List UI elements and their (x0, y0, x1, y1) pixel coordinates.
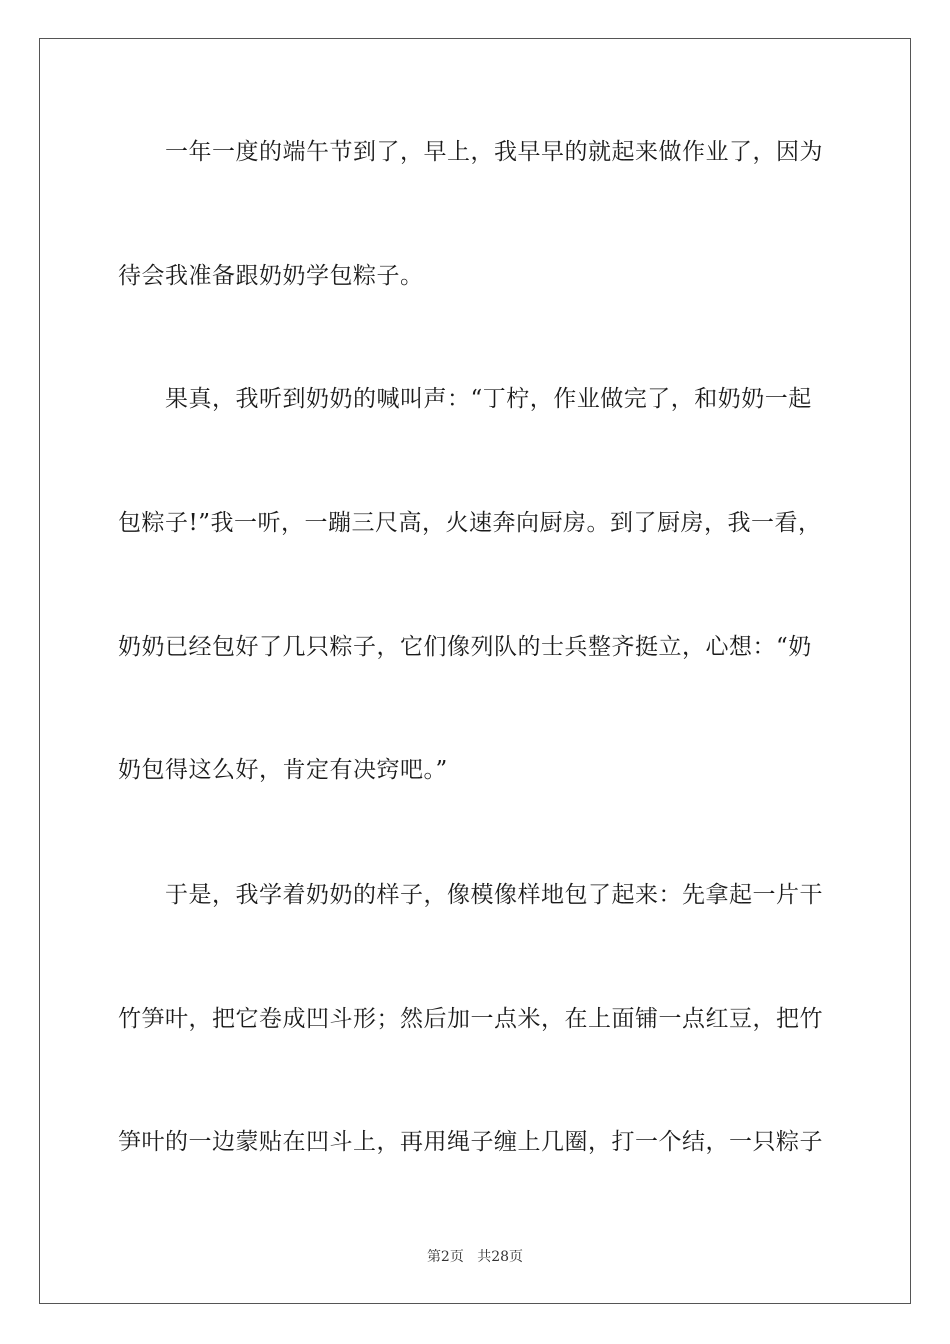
paragraph-2-line-4: 奶包得这么好，肯定有决窍吧。” (118, 757, 448, 783)
paragraph-3-line-2: 竹笋叶，把它卷成凹斗形；然后加一点米，在上面铺一点红豆，把竹 (118, 1006, 823, 1032)
page-footer (0, 1246, 950, 1266)
paragraph-3-line-1: 于是，我学着奶奶的样子，像模像样地包了起来：先拿起一片干 (165, 882, 823, 908)
paragraph-2-line-1: 果真，我听到奶奶的喊叫声：“丁柠，作业做完了，和奶奶一起 (165, 386, 812, 412)
paragraph-2-line-3: 奶奶已经包好了几只粽子，它们像列队的士兵整齐挺立，心想：“奶 (118, 634, 812, 660)
page-total: 共28页 (477, 1249, 524, 1265)
paragraph-2-line-2: 包粽子!”我一听，一蹦三尺高，火速奔向厨房。到了厨房，我一看， (118, 510, 822, 536)
paragraph-3-line-3: 笋叶的一边蒙贴在凹斗上，再用绳子缠上几圈，打一个结，一只粽子 (118, 1129, 823, 1155)
page-frame (39, 38, 911, 1304)
page-number: 第2页 (426, 1249, 464, 1265)
paragraph-1-line-1: 一年一度的端午节到了，早上，我早早的就起来做作业了，因为 (165, 139, 823, 165)
paragraph-1-line-2: 待会我准备跟奶奶学包粽子。 (118, 263, 424, 289)
